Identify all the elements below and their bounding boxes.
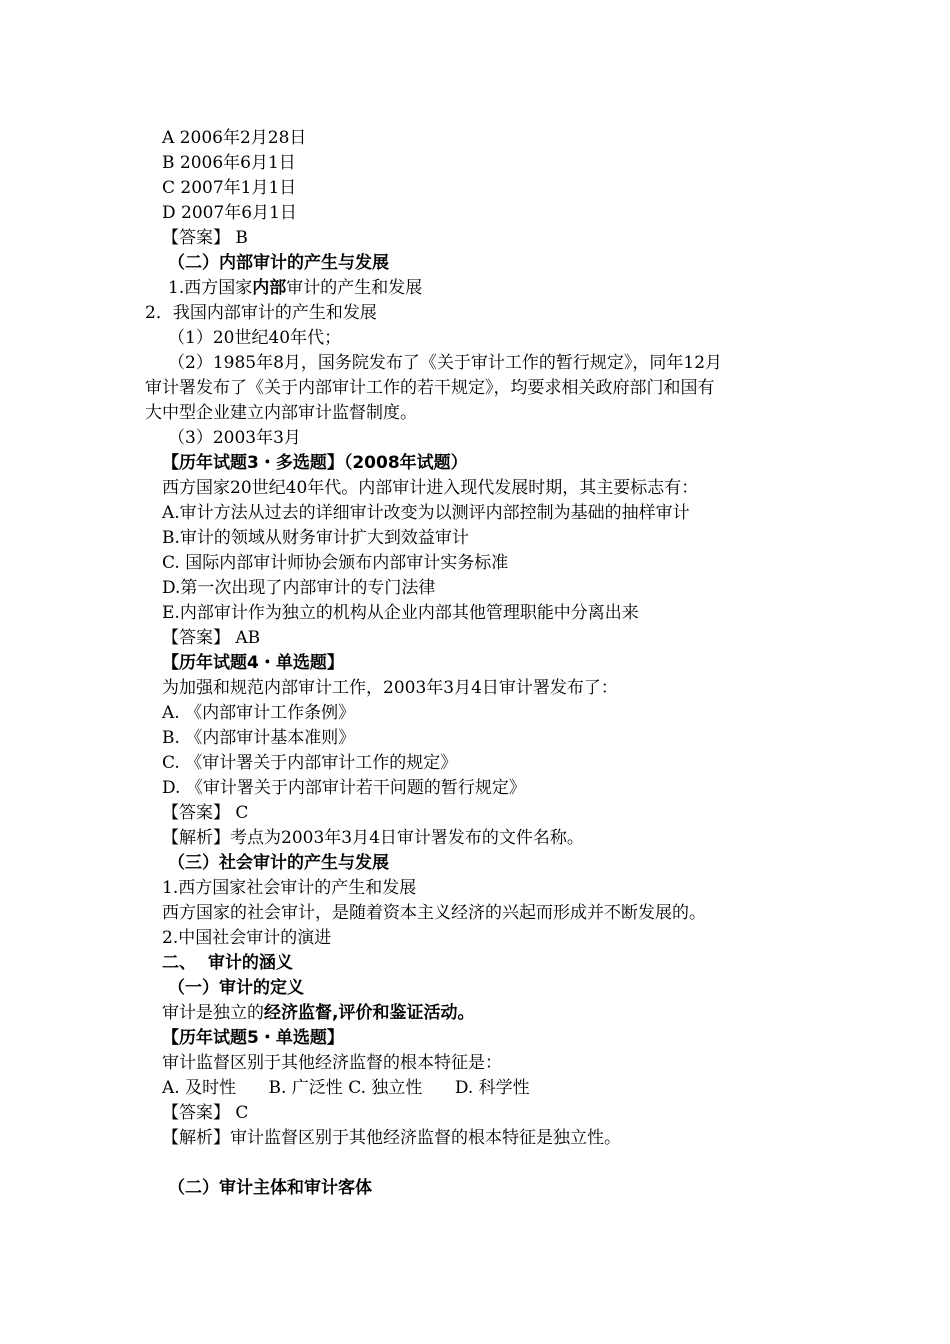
option-b: B 2006年6月1日 xyxy=(162,153,296,173)
paragraph-continuation: 大中型企业建立内部审计监督制度。 xyxy=(145,403,417,423)
option-a: A 2006年2月28日 xyxy=(162,128,307,148)
question-title xyxy=(162,451,468,476)
answer-text: 【答案】 C xyxy=(162,803,249,823)
question-title: 【历年试题5・单选题】 xyxy=(162,1028,344,1048)
question-option: A. 《内部审计工作条例》 xyxy=(162,703,356,723)
subsection-heading: （一）审计的定义 xyxy=(168,978,304,998)
question-option: C. 《审计署关于内部审计工作的规定》 xyxy=(162,753,458,773)
question-options: A. 及时性 B. 广泛性 C. 独立性 D. 科学性 xyxy=(162,1078,530,1098)
question-option: D. 《审计署关于内部审计若干问题的暂行规定》 xyxy=(162,778,526,798)
paragraph: 1.西方国家社会审计的产生和发展 xyxy=(162,878,417,898)
paragraph: 2．我国内部审计的产生和发展 xyxy=(145,303,377,323)
question-label: 【历年试题3・多选题】 xyxy=(162,453,344,473)
answer-text: 【答案】 C xyxy=(162,1103,249,1123)
question-option: D.第一次出现了内部审计的专门法律 xyxy=(162,578,436,598)
paragraph xyxy=(162,1001,474,1026)
paragraph xyxy=(168,276,422,301)
analysis-text: 【解析】考点为2003年3月4日审计署发布的文件名称。 xyxy=(162,828,584,848)
question-stem: 为加强和规范内部审计工作，2003年3月4日审计署发布了： xyxy=(162,678,618,698)
paragraph: 西方国家的社会审计，是随着资本主义经济的兴起而形成并不断发展的。 xyxy=(162,903,706,923)
question-title: 【历年试题4・单选题】 xyxy=(162,653,344,673)
text-run: 1.西方国家 xyxy=(168,278,253,298)
paragraph: 2.中国社会审计的演进 xyxy=(162,928,332,948)
bold-run: 经济监督,评价和鉴证活动。 xyxy=(264,1003,475,1023)
text-run: 审计是独立的 xyxy=(162,1003,264,1023)
section-heading: （三）社会审计的产生与发展 xyxy=(168,853,389,873)
question-stem: 审计监督区别于其他经济监督的根本特征是： xyxy=(162,1053,502,1073)
option-c: C 2007年1月1日 xyxy=(162,178,297,198)
question-option: E.内部审计作为独立的机构从企业内部其他管理职能中分离出来 xyxy=(162,603,639,623)
list-item: （2）1985年8月，国务院发布了《关于审计工作的暂行规定》，同年12月 xyxy=(168,353,723,373)
answer-text: 【答案】 B xyxy=(162,228,248,248)
text-run: 审计的产生和发展 xyxy=(286,278,423,298)
section-heading: （二）内部审计的产生与发展 xyxy=(168,253,389,273)
question-year: （2008年试题） xyxy=(343,453,468,473)
answer-text: 【答案】 AB xyxy=(162,628,261,648)
paragraph-continuation: 审计署发布了《关于内部审计工作的若干规定》，均要求相关政府部门和国有 xyxy=(145,378,715,398)
subsection-heading: （二）审计主体和审计客体 xyxy=(168,1178,372,1198)
question-option: C. 国际内部审计师协会颁布内部审计实务标准 xyxy=(162,553,509,573)
analysis-text: 【解析】审计监督区别于其他经济监督的根本特征是独立性。 xyxy=(162,1128,621,1148)
bold-run: 内部 xyxy=(252,278,287,298)
question-option: A.审计方法从过去的详细审计改变为以测评内部控制为基础的抽样审计 xyxy=(162,503,690,523)
question-option: B. 《内部审计基本准则》 xyxy=(162,728,356,748)
list-item: （1）20世纪40年代； xyxy=(168,328,342,348)
list-item: （3）2003年3月 xyxy=(168,428,301,448)
question-stem: 西方国家20世纪40年代。内部审计进入现代发展时期，其主要标志有： xyxy=(162,478,699,498)
question-option: B.审计的领域从财务审计扩大到效益审计 xyxy=(162,528,469,548)
section-heading: 二、 审计的涵义 xyxy=(162,953,293,973)
option-d: D 2007年6月1日 xyxy=(162,203,297,223)
